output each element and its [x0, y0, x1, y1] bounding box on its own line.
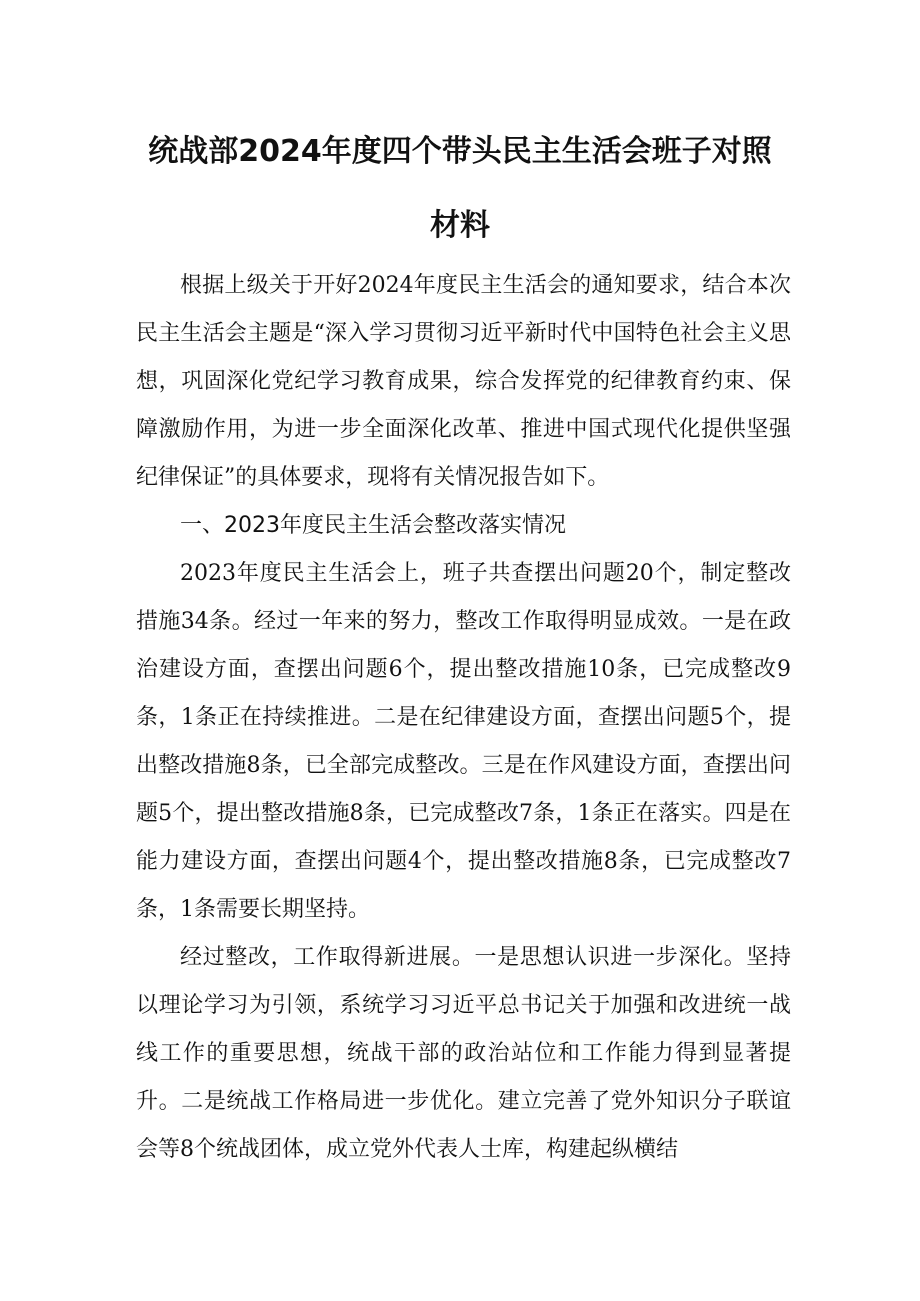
document-title-line-2: 材料 [430, 208, 490, 243]
document-title-line-1: 统战部2024年度四个带头民主生活会班子对照 [148, 134, 772, 169]
section-heading: 一、2023年度民主生活会整改落实情况 [180, 513, 566, 538]
paragraph-intro: 根据上级关于开好2024年度民主生活会的通知要求，结合本次民主生活会主题是“深入学习贯彻习近平新时代中国特色社会主义思想，巩固深化党纪学习教育成果，综合发挥党的纪律教育约束、保障激励作用，为进一步全面深化改革、推进中国式现代化提供坚强纪律保证”的具体要求，现将有关情况报告如下。 [136, 273, 791, 490]
paragraph-rectification-summary: 2023年度民主生活会上，班子共查摆出问题20个，制定整改措施34条。经过一年来的努力，整改工作取得明显成效。一是在政治建设方面，查摆出问题6个，提出整改措施10条，已完成整改9条，1条正在持续推进。二是在纪律建设方面，查摆出问题5个，提出整改措施8条，已全部完成整改。三是在作风建设方面，查摆出问题5个，提出整改措施8条，已完成整改7条，1条正在落实。四是在能力建设方面，查摆出问题4个，提出整改措施8条，已完成整改7条，1条需要长期坚持。 [136, 561, 791, 922]
paragraph-progress: 经过整改，工作取得新进展。一是思想认识进一步深化。坚持以理论学习为引领，系统学习习近平总书记关于加强和改进统一战线工作的重要思想，统战干部的政治站位和工作能力得到显著提升。二是统战工作格局进一步优化。建立完善了党外知识分子联谊会等8个统战团体，成立党外代表人士库，构建起纵横结 [136, 945, 791, 1162]
